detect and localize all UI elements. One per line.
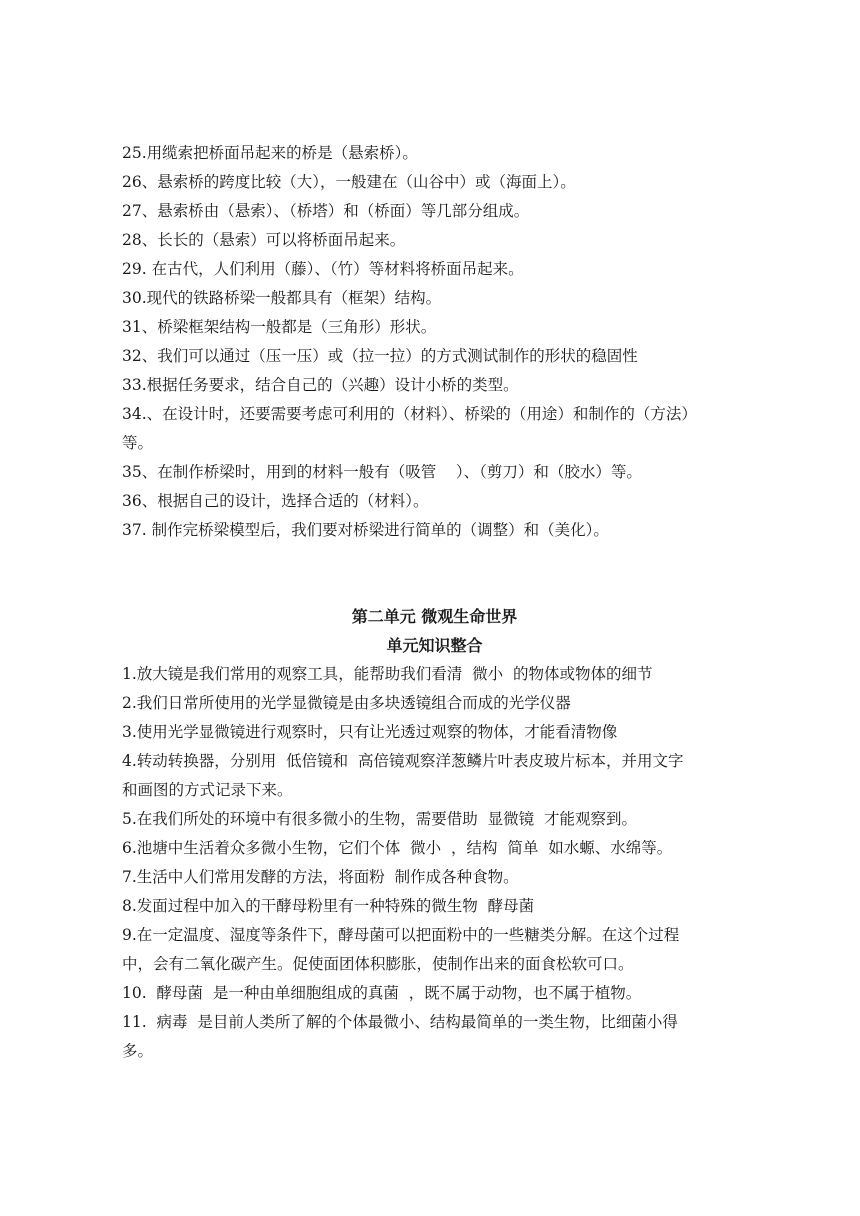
text-line: 8.发面过程中加入的干酵母粉里有一种特殊的微生物 酵母菌 (122, 897, 535, 915)
text-line: 和画图的方式记录下来。 (122, 781, 293, 799)
text-line: 中，会有二氧化碳产生。促使面团体积膨胀，使制作出来的面食松软可口。 (122, 955, 634, 973)
text-line: 31、桥梁框架结构一般都是（三角形）形状。 (122, 318, 437, 336)
text-line: 34.、在设计时，还要需要考虑可利用的（材料）、桥梁的（用途）和制作的（方法） (122, 405, 697, 423)
text-line: 5.在我们所处的环境中有很多微小的生物，需要借助 显微镜 才能观察到。 (122, 810, 637, 828)
section-subtitle: 单元知识整合 (386, 636, 483, 655)
text-line: 等。 (122, 434, 154, 452)
microscopic-life-section (122, 602, 747, 1066)
text-line: 多。 (122, 1042, 154, 1060)
text-line: 36、根据自己的设计，选择合适的（材料）。 (122, 492, 429, 510)
text-line: 7.生活中人们常用发酵的方法，将面粉 制作成各种食物。 (122, 868, 519, 886)
text-line: 3.使用光学显微镜进行观察时，只有让光透过观察的物体，才能看清物像 (122, 723, 618, 741)
text-line: 10. 酵母菌 是一种由单细胞组成的真菌 ，既不属于动物，也不属于植物。 (122, 984, 642, 1002)
text-line: 4.转动转换器，分别用 低倍镜和 高倍镜观察洋葱鳞片叶表皮玻片标本，并用文字 (122, 752, 684, 770)
text-line: 37. 制作完桥梁模型后，我们要对桥梁进行简单的（调整）和（美化）。 (122, 521, 609, 539)
text-line: 35、在制作桥梁时，用到的材料一般有（吸管 ）、（剪刀）和（胶水）等。 (122, 463, 642, 481)
text-line: 11. 病毒 是目前人类所了解的个体最微小、结构最简单的一类生物，比细菌小得 (122, 1013, 678, 1031)
text-line: 25.用缆索把桥面吊起来的桥是（悬索桥）。 (122, 144, 418, 162)
bridge-knowledge-section (122, 139, 747, 545)
text-line: 29. 在古代，人们利用（藤）、（竹）等材料将桥面吊起来。 (122, 260, 524, 278)
text-line: 6.池塘中生活着众多微小生物，它们个体 微小 ，结构 简单 如水螈、水绵等。 (122, 839, 673, 857)
text-line: 28、长长的（悬索）可以将桥面吊起来。 (122, 231, 406, 249)
unit-title: 第二单元 微观生命世界 (351, 607, 518, 626)
text-line: 27、悬索桥由（悬索）、（桥塔）和（桥面）等几部分组成。 (122, 202, 530, 220)
text-line: 30.现代的铁路桥梁一般都具有（框架）结构。 (122, 289, 442, 307)
text-line: 26、悬索桥的跨度比较（大），一般建在（山谷中）或（海面上）。 (122, 173, 576, 191)
text-line: 9.在一定温度、湿度等条件下，酵母菌可以把面粉中的一些糖类分解。在这个过程 (122, 926, 680, 944)
text-line: 32、我们可以通过（压一压）或（拉一拉）的方式测试制作的形状的稳固性 (122, 347, 638, 365)
text-line: 33.根据任务要求，结合自己的（兴趣）设计小桥的类型。 (122, 376, 519, 394)
text-line: 2.我们日常所使用的光学显微镜是由多块透镜组合而成的光学仪器 (122, 694, 571, 712)
text-line: 1.放大镜是我们常用的观察工具，能帮助我们看清 微小 的物体或物体的细节 (122, 665, 653, 683)
